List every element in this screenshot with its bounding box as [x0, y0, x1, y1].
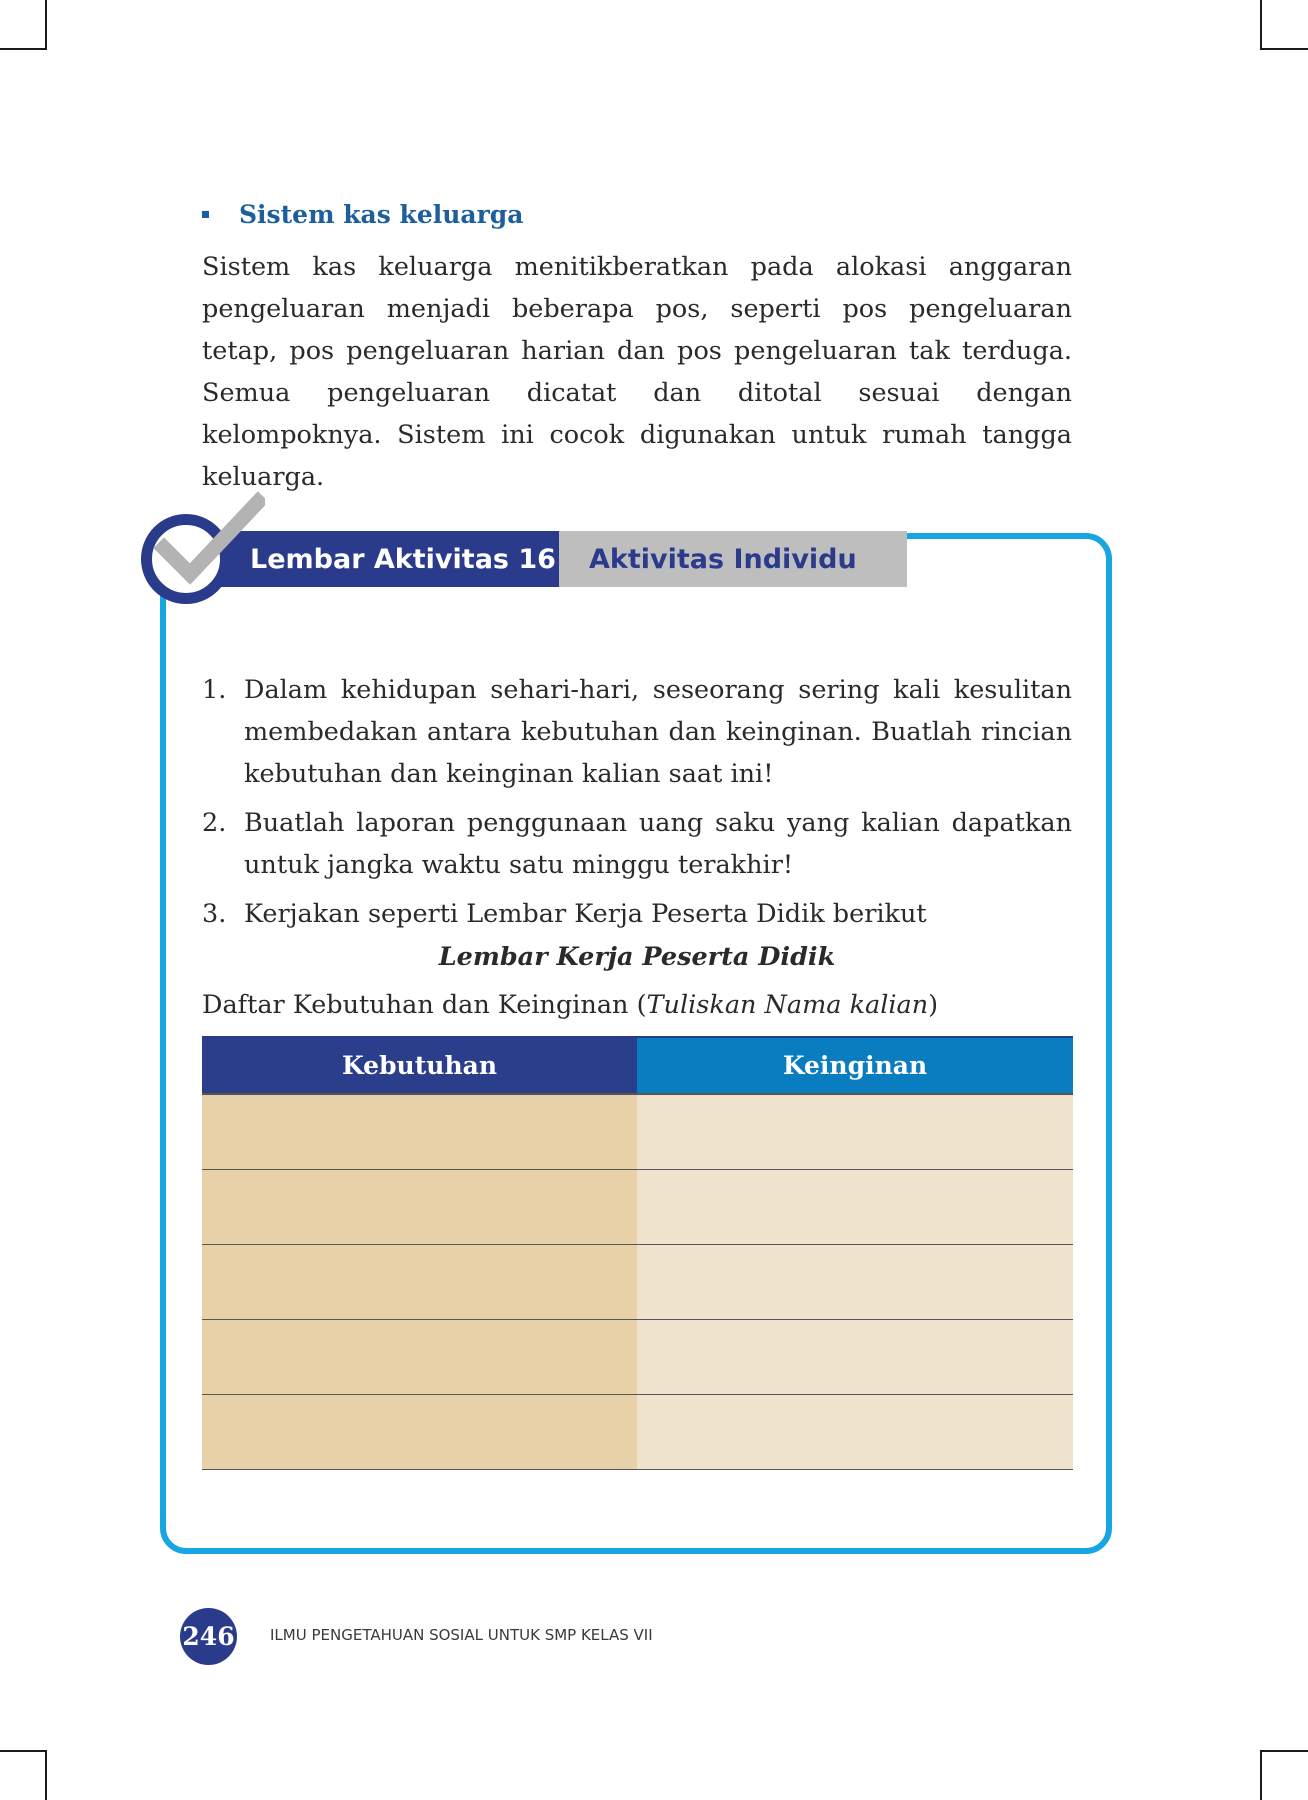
- crop-mark: [1260, 48, 1308, 50]
- page-number-badge: [180, 1608, 237, 1665]
- table-row: [202, 1170, 1073, 1245]
- keinginan-cell[interactable]: [637, 1320, 1073, 1395]
- task-number: 3.: [202, 899, 227, 929]
- worksheet-title: Lembar Kerja Peserta Didik: [438, 942, 836, 972]
- crop-mark: [45, 1750, 47, 1800]
- kebutuhan-cell[interactable]: [202, 1245, 637, 1320]
- keinginan-cell[interactable]: [637, 1395, 1073, 1470]
- activity-type-tab: [559, 531, 907, 587]
- task-text: Buatlah laporan penggunaan uang saku yang kalian dapatkan untuk jangka waktu satu minggu terakhir!: [244, 808, 1072, 880]
- kebutuhan-cell[interactable]: [202, 1320, 637, 1395]
- table-row: [202, 1245, 1073, 1320]
- section-title: Sistem kas keluarga: [239, 200, 524, 229]
- table-row: [202, 1320, 1073, 1395]
- task-number: 2.: [202, 808, 227, 838]
- activity-title-tab: [218, 531, 559, 587]
- crop-mark: [45, 0, 47, 50]
- task-item: [202, 893, 1072, 935]
- kebutuhan-cell[interactable]: [202, 1170, 637, 1245]
- list-caption-suffix: ): [928, 990, 939, 1020]
- table-row: [202, 1094, 1073, 1170]
- needs-wants-table: [202, 1036, 1073, 1470]
- checkmark-icon: [150, 490, 265, 585]
- list-caption: [202, 990, 938, 1020]
- activity-title: Lembar Aktivitas 16: [250, 543, 556, 575]
- task-item: [202, 669, 1072, 795]
- task-item: [202, 802, 1072, 886]
- book-title: ILMU PENGETAHUAN SOSIAL UNTUK SMP KELAS VII: [270, 1626, 653, 1644]
- crop-mark: [1260, 1750, 1262, 1800]
- activity-type: Aktivitas Individu: [589, 543, 857, 575]
- keinginan-cell[interactable]: [637, 1170, 1073, 1245]
- bullet-square-icon: [202, 211, 209, 218]
- column-header-keinginan: Keinginan: [637, 1037, 1073, 1094]
- kebutuhan-cell[interactable]: [202, 1395, 637, 1470]
- task-text: Dalam kehidupan sehari-hari, seseorang sering kali kesulitan membedakan antara kebutuhan dan keinginan. Buatlah rincian kebutuhan dan keinginan kalian saat ini!: [244, 675, 1072, 789]
- task-text: Kerjakan seperti Lembar Kerja Peserta Didik berikut: [244, 899, 927, 929]
- keinginan-cell[interactable]: [637, 1245, 1073, 1320]
- table-header-row: [202, 1037, 1073, 1094]
- list-caption-italic: Tuliskan Nama kalian: [646, 990, 929, 1020]
- page-number: 246: [182, 1622, 235, 1651]
- crop-mark: [0, 48, 47, 50]
- kebutuhan-cell[interactable]: [202, 1094, 637, 1170]
- task-list: [202, 669, 1072, 942]
- section-paragraph: Sistem kas keluarga menitikberatkan pada alokasi anggaran pengeluaran menjadi beberapa pos, seperti pos pengeluaran tetap, pos pengeluaran harian dan pos pengeluaran tak terduga. Semua pengeluaran dicatat dan ditotal sesuai dengan kelompoknya. Sistem ini cocok digunakan untuk rumah tangga keluarga.: [202, 252, 1072, 492]
- column-header-kebutuhan: Kebutuhan: [202, 1037, 637, 1094]
- keinginan-cell[interactable]: [637, 1094, 1073, 1170]
- table-row: [202, 1395, 1073, 1470]
- crop-mark: [1260, 1750, 1308, 1752]
- section-heading: [202, 200, 524, 229]
- crop-mark: [0, 1750, 47, 1752]
- crop-mark: [1260, 0, 1262, 50]
- task-number: 1.: [202, 675, 227, 705]
- list-caption-prefix: Daftar Kebutuhan dan Keinginan (: [202, 990, 647, 1020]
